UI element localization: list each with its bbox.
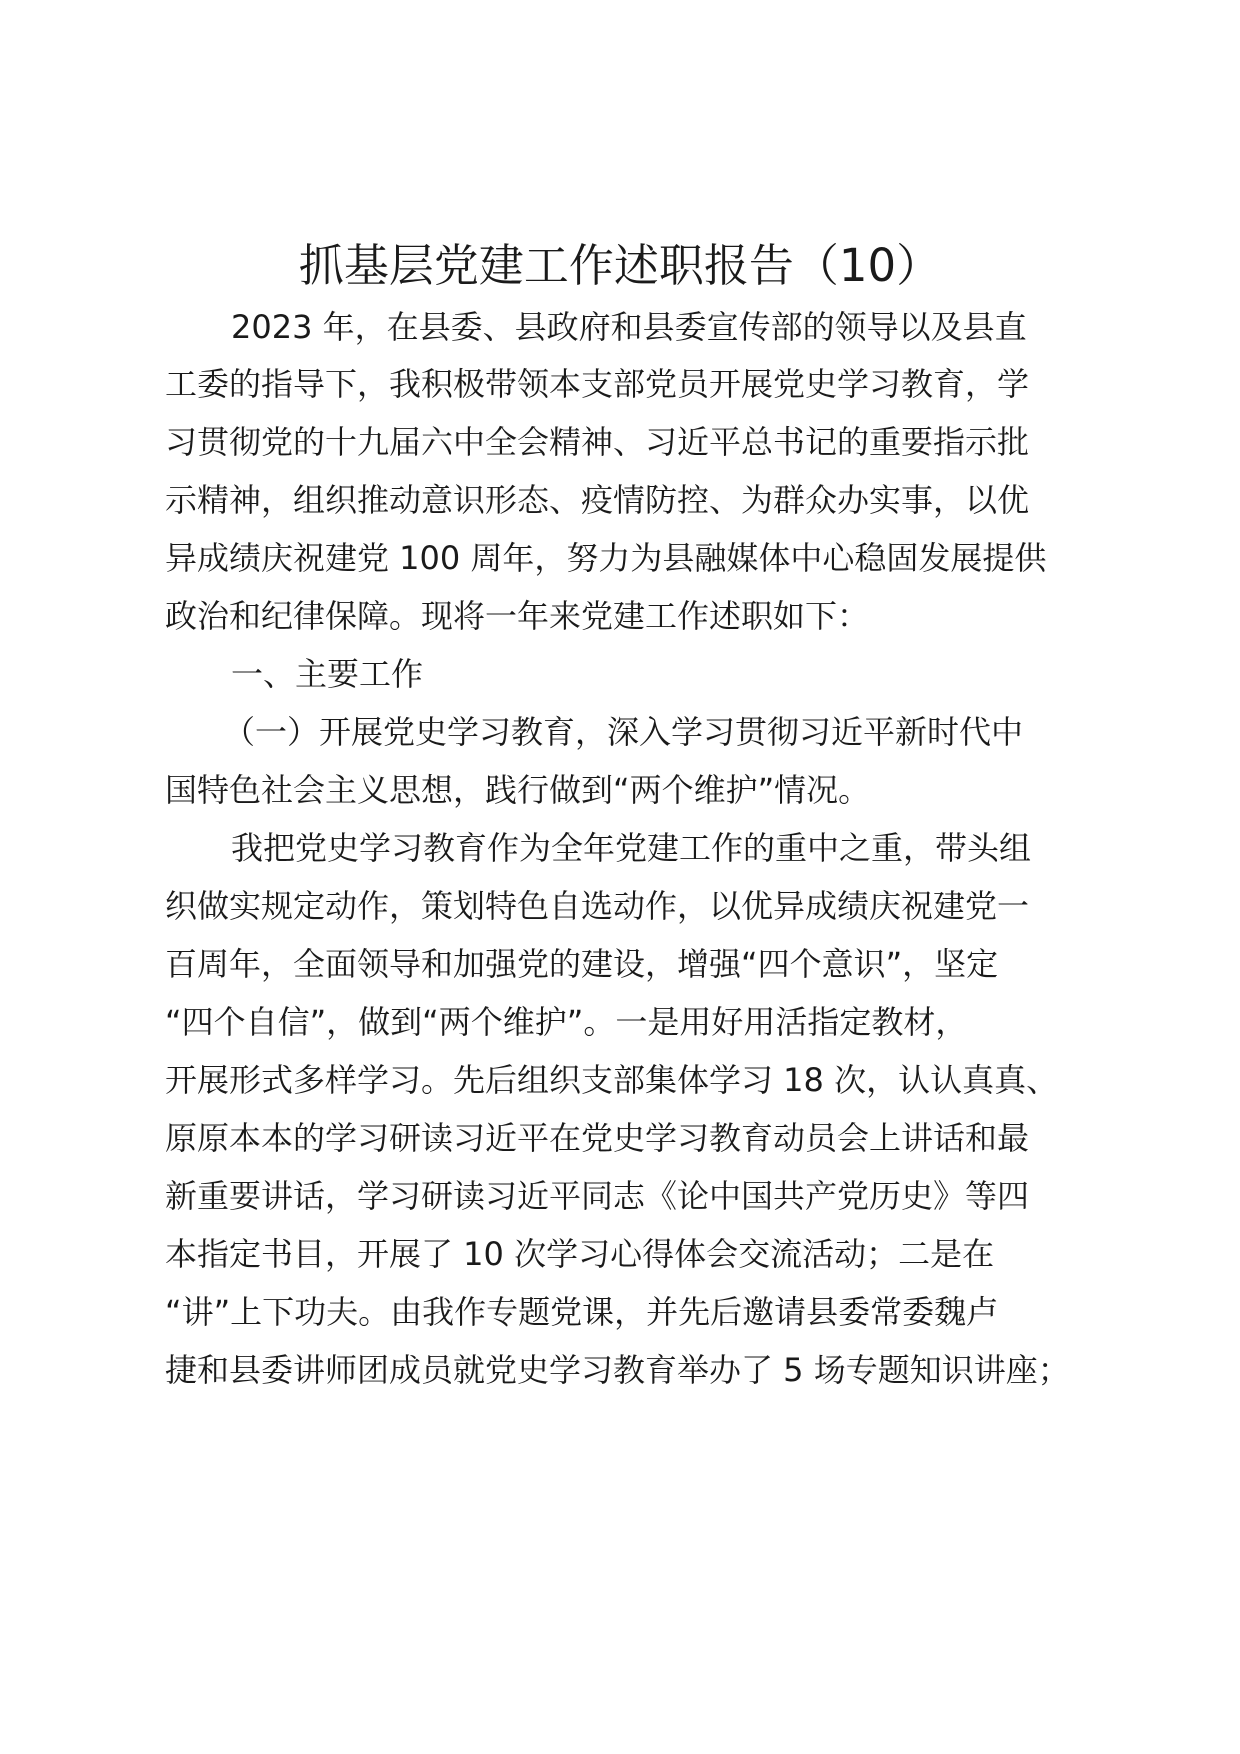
text-line: 捷和县委讲师团成员就党史学习教育举办了 5 场专题知识讲座； xyxy=(165,1351,1070,1389)
text-line: 开展形式多样学习。先后组织支部集体学习 18 次，认认真真、 xyxy=(165,1061,1059,1099)
text-line: “四个自信”，做到“两个维护”。一是用好用活指定教材， xyxy=(165,1003,968,1041)
text-line: 示精神，组织推动意识形态、疫情防控、为群众办实事，以优 xyxy=(165,481,1030,519)
text-line: “讲”上下功夫。由我作专题党课，并先后邀请县委常委魏卢 xyxy=(165,1293,999,1331)
text-line: 习贯彻党的十九届六中全会精神、习近平总书记的重要指示批 xyxy=(165,423,1030,461)
text-line: 政治和纪律保障。现将一年来党建工作述职如下： xyxy=(165,597,870,635)
text-line: 本指定书目，开展了 10 次学习心得体会交流活动；二是在 xyxy=(165,1235,995,1273)
subsection-heading: （一）开展党史学习教育，深入学习贯彻习近平新时代中 xyxy=(223,713,1024,751)
text-line: 我把党史学习教育作为全年党建工作的重中之重，带头组 xyxy=(231,829,1032,867)
text-line: 工委的指导下，我积极带领本支部党员开展党史学习教育，学 xyxy=(165,365,1030,403)
text-line: 新重要讲话，学习研读习近平同志《论中国共产党历史》等四 xyxy=(165,1177,1030,1215)
document-title: 抓基层党建工作述职报告（10） xyxy=(298,239,942,292)
text-line: 国特色社会主义思想，践行做到“两个维护”情况。 xyxy=(165,771,871,809)
text-line: 原原本本的学习研读习近平在党史学习教育动员会上讲话和最 xyxy=(165,1119,1030,1157)
text-line: 2023 年，在县委、县政府和县委宣传部的领导以及县直 xyxy=(231,308,1027,346)
text-line: 织做实规定动作，策划特色自选动作，以优异成绩庆祝建党一 xyxy=(165,887,1030,925)
text-line: 百周年，全面领导和加强党的建设，增强“四个意识”，坚定 xyxy=(165,945,999,983)
section-heading: 一、主要工作 xyxy=(231,655,424,693)
text-line: 异成绩庆祝建党 100 周年，努力为县融媒体中心稳固发展提供 xyxy=(165,539,1047,577)
